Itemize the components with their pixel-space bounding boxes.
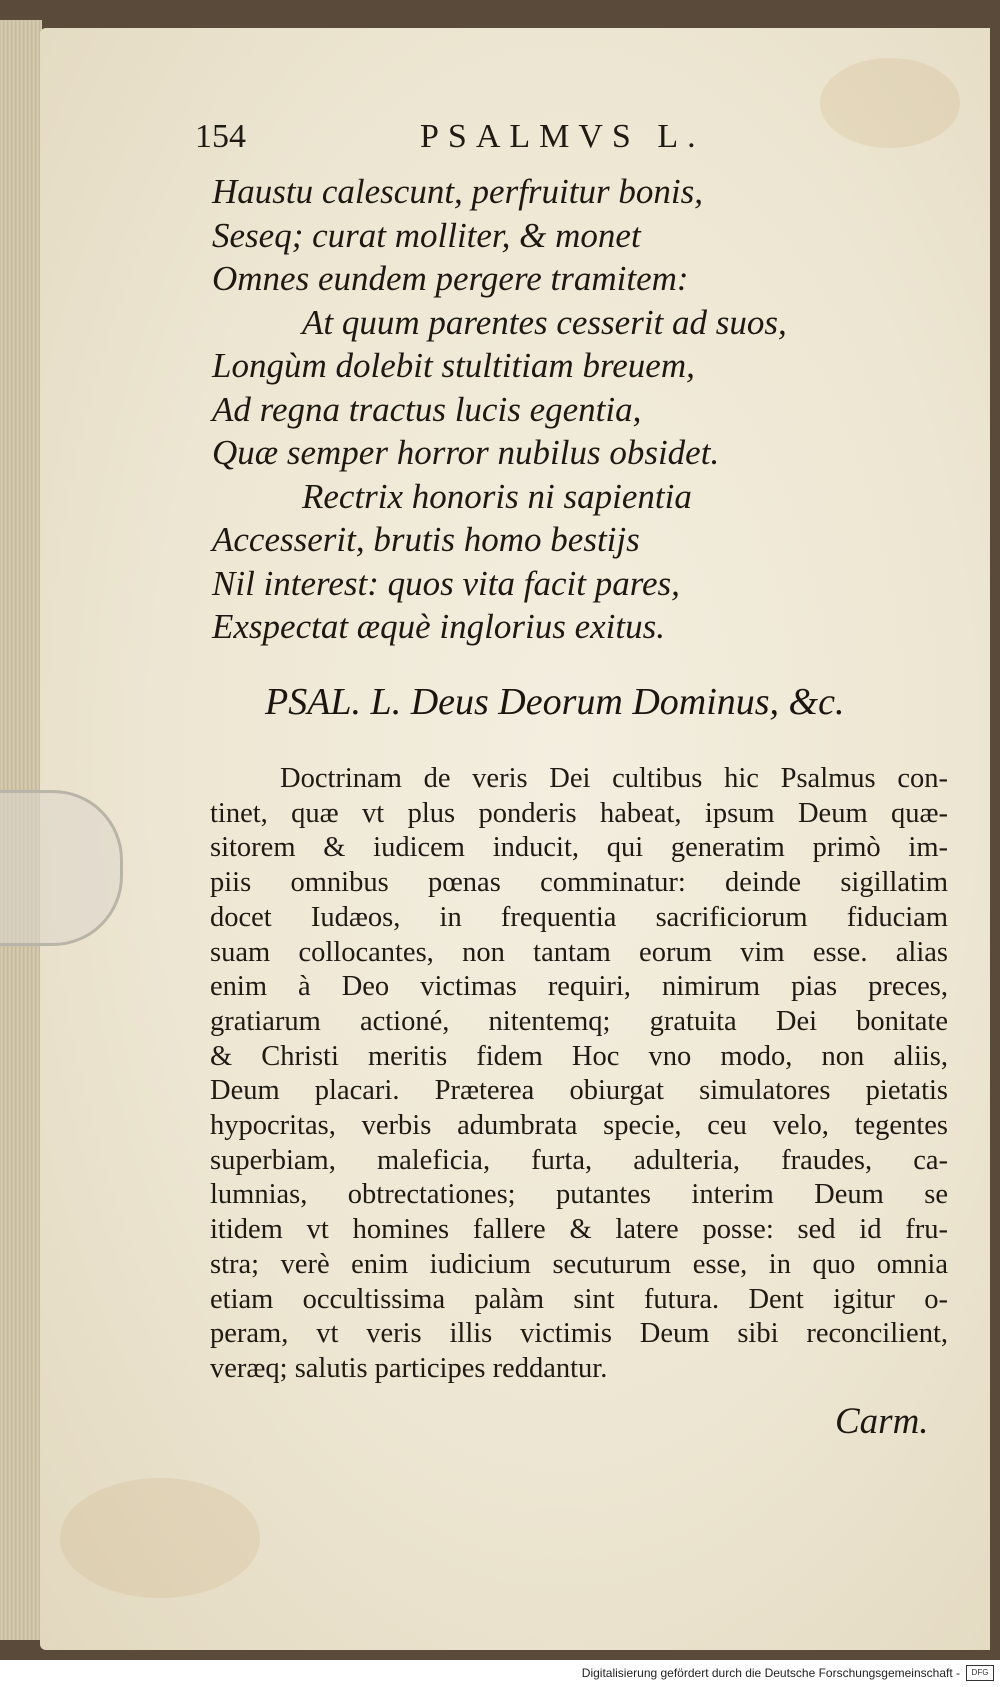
verse-line: Quæ semper horror nubilus obsidet.: [212, 433, 720, 472]
prose-line: docet Iudæos, in frequentia sacrificiorum fiduciam: [210, 901, 948, 933]
prose-line: Deum placari. Præterea obiurgat simulatores pietatis: [210, 1075, 948, 1107]
prose-line: peram, vt veris illis victimis Deum sibi reconcilient,: [210, 1318, 948, 1350]
prose-line: piis omnibus pœnas comminatur: deinde sigillatim: [210, 867, 948, 899]
page-header: [195, 118, 915, 164]
verse-line: Nil interest: quos vita facit pares,: [212, 563, 680, 603]
prose-line: hypocritas, verbis adumbrata specie, ceu velo, tegentes: [210, 1110, 948, 1142]
verse-line: Haustu calescunt, perfruitur bonis,: [212, 172, 703, 211]
footer-credit-text: Digitalisierung gefördert durch die Deutsche Forschungsgemeinschaft -: [581, 1666, 960, 1680]
prose-paragraph: [210, 762, 948, 1387]
prose-line: & Christi meritis fidem Hoc vno modo, non aliis,: [210, 1040, 948, 1072]
verse-line: Seseq; curat molliter, & monet: [212, 215, 641, 255]
prose-line: stra; verè enim iudicium secuturum esse, in quo omnia: [210, 1248, 948, 1280]
prose-line: suam collocantes, non tantam eorum vim esse. alias: [210, 936, 948, 968]
verse-line: Accesserit, brutis homo bestijs: [212, 520, 640, 559]
verse-line: Exspectat æquè inglorius exitus.: [212, 607, 665, 646]
prose-line: sitorem & iudicem inducit, qui generatim primò im-: [210, 832, 948, 864]
page-number: 154: [195, 118, 246, 155]
verse-line: Omnes eundem pergere tramitem:: [212, 259, 689, 298]
dfg-logo-icon: DFG: [966, 1665, 994, 1681]
catchword: Carm.: [835, 1401, 929, 1442]
footer-credit: [582, 1664, 994, 1682]
verse-block: [212, 170, 932, 649]
prose-line: itidem vt homines fallere & latere posse: sed id fru-: [210, 1214, 948, 1246]
prose-line: enim à Deo victimas requiri, nimirum pias preces,: [210, 971, 948, 1003]
verse-line: Longùm dolebit stultitiam breuem,: [212, 346, 695, 385]
prose-line: tinet, quæ vt plus ponderis habeat, ipsum Deum quæ-: [210, 797, 948, 829]
prose-line: Doctrinam de veris Dei cultibus hic Psalmus con-: [280, 763, 948, 794]
prose-line: etiam occultissima palàm sint futura. Dent igitur o-: [210, 1283, 948, 1315]
paper-stain: [60, 1478, 260, 1598]
verse-line: At quum parentes cesserit ad suos,: [302, 302, 787, 342]
prose-line: lumnias, obtrectationes; putantes interim Deum se: [210, 1179, 948, 1211]
running-head: PSALMVS L.: [420, 118, 705, 155]
verse-line: Ad regna tractus lucis egentia,: [212, 389, 642, 429]
section-heading: PSAL. L. Deus Deorum Dominus, &c.: [265, 681, 845, 723]
page-clip: [0, 790, 123, 946]
prose-line: gratiarum actioné, nitentemq; gratuita Dei bonitate: [210, 1005, 948, 1037]
prose-line: superbiam, maleficia, furta, adulteria, fraudes, ca-: [210, 1144, 948, 1176]
prose-line: veræq; salutis participes reddantur.: [210, 1352, 608, 1384]
verse-line: Rectrix honoris ni sapientia: [302, 476, 692, 516]
